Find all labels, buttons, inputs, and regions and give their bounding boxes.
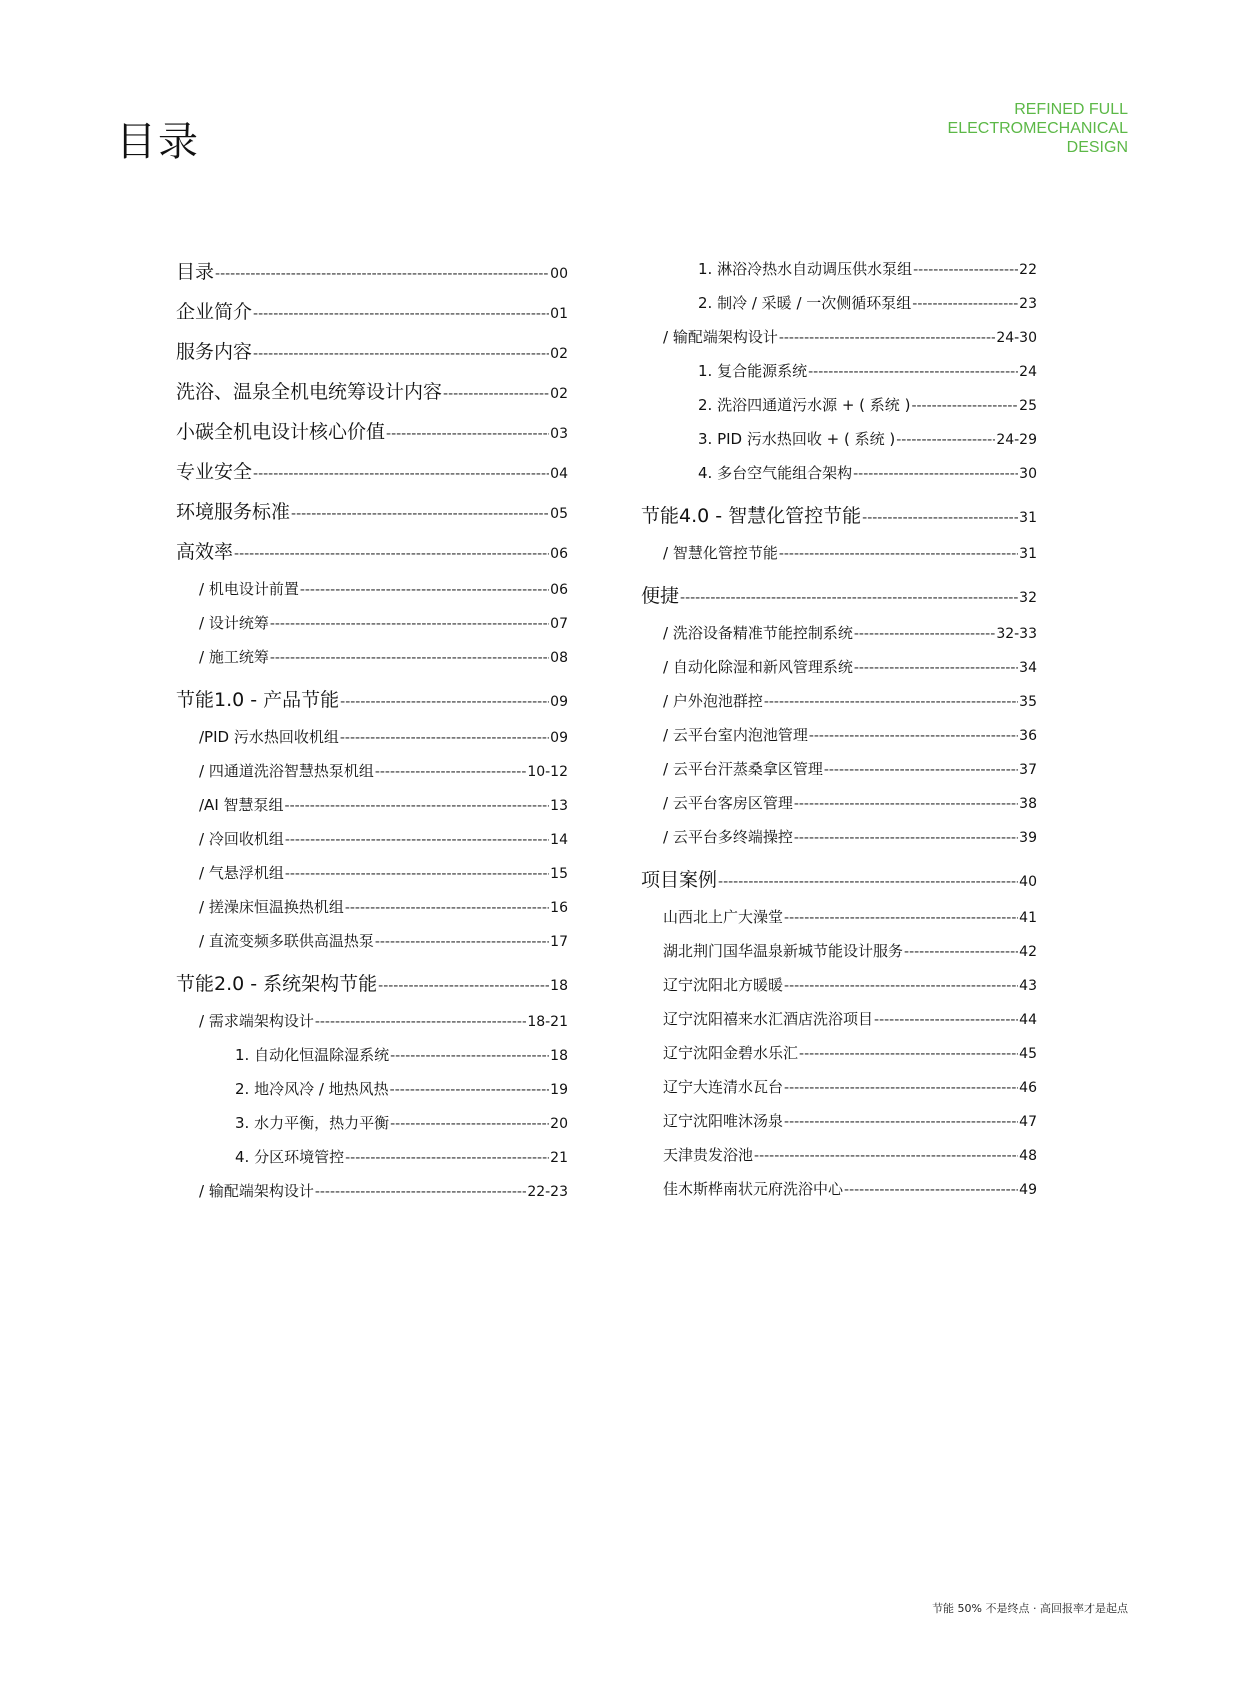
toc-entry-label: / 云平台室内泡池管理 xyxy=(663,726,808,744)
toc-entry-label: / 洗浴设备精准节能控制系统 xyxy=(663,624,853,642)
toc-entry[interactable] xyxy=(641,502,1037,542)
toc-entry-label: 2. 地冷风冷 / 地热风热 xyxy=(235,1080,389,1098)
toc-dot-leader xyxy=(390,1045,549,1067)
toc-entry-page: 05 xyxy=(550,506,568,522)
toc-entry-label: / 搓澡床恒温换热机组 xyxy=(199,898,344,916)
toc-entry[interactable] xyxy=(641,866,1037,906)
toc-entry[interactable] xyxy=(641,906,1037,940)
toc-entry-label: 环境服务标准 xyxy=(176,501,291,523)
toc-entry[interactable] xyxy=(641,1110,1037,1144)
toc-dot-leader xyxy=(680,584,1018,612)
toc-entry[interactable] xyxy=(641,656,1037,690)
toc-entry[interactable] xyxy=(641,292,1037,326)
toc-dot-leader xyxy=(270,613,549,635)
toc-dot-leader xyxy=(784,907,1018,929)
toc-entry-page: 44 xyxy=(1019,1012,1037,1028)
toc-dot-leader xyxy=(390,1079,550,1101)
toc-dot-leader xyxy=(809,725,1018,747)
toc-dot-leader xyxy=(913,259,1018,281)
toc-entry[interactable] xyxy=(176,794,568,828)
toc-dot-leader xyxy=(862,504,1018,532)
toc-entry-label: / 冷回收机组 xyxy=(199,830,284,848)
toc-dot-leader xyxy=(270,647,549,669)
toc-entry-page: 42 xyxy=(1019,944,1037,960)
toc-entry-label: / 云平台汗蒸桑拿区管理 xyxy=(663,760,823,778)
toc-entry[interactable] xyxy=(176,612,568,646)
toc-entry-page: 10-12 xyxy=(527,764,568,780)
toc-entry-label: / 云平台客房区管理 xyxy=(663,794,793,812)
toc-entry[interactable] xyxy=(176,338,568,378)
toc-entry[interactable] xyxy=(176,760,568,794)
toc-entry-label: 辽宁沈阳北方暖暖 xyxy=(663,976,784,994)
toc-dot-leader xyxy=(779,327,995,349)
toc-entry[interactable] xyxy=(176,896,568,930)
toc-right-column xyxy=(641,258,1037,1212)
toc-entry[interactable] xyxy=(176,1078,568,1112)
toc-entry-label: 3. 水力平衡，热力平衡 xyxy=(235,1114,390,1132)
toc-entry-page: 15 xyxy=(550,866,568,882)
toc-entry[interactable] xyxy=(176,418,568,458)
toc-entry-page: 00 xyxy=(550,266,568,282)
toc-entry-label: / 需求端架构设计 xyxy=(199,1012,314,1030)
toc-entry-page: 24-29 xyxy=(996,432,1037,448)
toc-dot-leader xyxy=(375,931,549,953)
toc-entry-label: 佳木斯桦南状元府洗浴中心 xyxy=(663,1180,844,1198)
toc-entry-page: 24-30 xyxy=(996,330,1037,346)
toc-entry-label: 1. 自动化恒温除湿系统 xyxy=(235,1046,390,1064)
toc-dot-leader xyxy=(854,657,1018,679)
toc-entry[interactable] xyxy=(641,428,1037,462)
toc-dot-leader xyxy=(718,868,1018,896)
toc-dot-leader xyxy=(234,540,549,568)
toc-entry-label: / 自动化除湿和新风管理系统 xyxy=(663,658,853,676)
tagline-line: DESIGN xyxy=(1066,139,1128,156)
toc-dot-leader xyxy=(784,1111,1018,1133)
toc-entry[interactable] xyxy=(641,1178,1037,1212)
toc-entry-page: 32-33 xyxy=(996,626,1037,642)
page-title: 目录 xyxy=(116,119,200,165)
toc-entry-label: / 输配端架构设计 xyxy=(663,328,778,346)
tagline xyxy=(848,100,1128,157)
toc-entry-page: 25 xyxy=(1019,398,1037,414)
toc-dot-leader xyxy=(799,1043,1018,1065)
toc-entry-page: 43 xyxy=(1019,978,1037,994)
toc-entry-label: 辽宁大连清水瓦台 xyxy=(663,1078,784,1096)
toc-entry-page: 22-23 xyxy=(527,1184,568,1200)
toc-entry-label: 节能1.0 - 产品节能 xyxy=(176,689,340,711)
toc-entry-page: 04 xyxy=(550,466,568,482)
toc-entry[interactable] xyxy=(176,298,568,338)
toc-entry-label: / 云平台多终端操控 xyxy=(663,828,793,846)
toc-left-column xyxy=(176,258,568,1214)
toc-dot-leader xyxy=(874,1009,1018,1031)
toc-entry[interactable] xyxy=(176,1146,568,1180)
toc-entry-page: 18 xyxy=(550,978,568,994)
toc-entry[interactable] xyxy=(641,542,1037,576)
toc-entry[interactable] xyxy=(641,1042,1037,1076)
toc-dot-leader xyxy=(754,1145,1018,1167)
toc-dot-leader xyxy=(291,500,549,528)
toc-dot-leader xyxy=(215,260,549,288)
toc-dot-leader xyxy=(253,340,549,368)
toc-entry[interactable] xyxy=(641,940,1037,974)
toc-entry-label: 1. 复合能源系统 xyxy=(698,362,808,380)
toc-entry-page: 14 xyxy=(550,832,568,848)
tagline-line: REFINED FULL xyxy=(1014,101,1128,118)
toc-entry[interactable] xyxy=(641,258,1037,292)
toc-entry-label: / 设计统筹 xyxy=(199,614,269,632)
toc-dot-leader xyxy=(345,897,549,919)
toc-entry[interactable] xyxy=(176,578,568,612)
toc-entry-label: / 户外泡池群控 xyxy=(663,692,763,710)
toc-entry-page: 49 xyxy=(1019,1182,1037,1198)
toc-dot-leader xyxy=(253,300,549,328)
toc-dot-leader xyxy=(904,941,1018,963)
toc-entry[interactable] xyxy=(176,862,568,896)
toc-entry-label: 服务内容 xyxy=(176,341,253,363)
toc-entry-label: 目录 xyxy=(176,261,215,283)
toc-dot-leader xyxy=(779,543,1018,565)
toc-dot-leader xyxy=(315,1011,526,1033)
toc-entry[interactable] xyxy=(641,394,1037,428)
toc-entry-label: / 气悬浮机组 xyxy=(199,864,284,882)
toc-entry-page: 38 xyxy=(1019,796,1037,812)
footer-slogan: 节能 50% 不是终点 · 高回报率才是起点 xyxy=(932,1602,1128,1615)
toc-dot-leader xyxy=(300,579,549,601)
toc-entry[interactable] xyxy=(176,498,568,538)
toc-entry-page: 19 xyxy=(550,1082,568,1098)
toc-dot-leader xyxy=(896,429,995,451)
toc-entry-page: 37 xyxy=(1019,762,1037,778)
toc-entry[interactable] xyxy=(641,360,1037,394)
toc-entry-label: 节能4.0 - 智慧化管控节能 xyxy=(641,505,862,527)
toc-dot-leader xyxy=(443,380,549,408)
toc-dot-leader xyxy=(853,463,1018,485)
toc-entry-page: 30 xyxy=(1019,466,1037,482)
toc-dot-leader xyxy=(912,293,1018,315)
toc-entry[interactable] xyxy=(176,970,568,1010)
toc-entry-page: 18 xyxy=(550,1048,568,1064)
toc-entry-page: 21 xyxy=(550,1150,568,1166)
toc-entry-page: 07 xyxy=(550,616,568,632)
toc-dot-leader xyxy=(390,1113,549,1135)
toc-entry-page: 16 xyxy=(550,900,568,916)
toc-entry-label: 小碳全机电设计核心价值 xyxy=(176,421,386,443)
toc-dot-leader xyxy=(824,759,1018,781)
toc-entry-label: 湖北荆门国华温泉新城节能设计服务 xyxy=(663,942,904,960)
toc-dot-leader xyxy=(854,623,995,645)
toc-entry-page: 02 xyxy=(550,386,568,402)
toc-entry-page: 34 xyxy=(1019,660,1037,676)
toc-entry-page: 23 xyxy=(1019,296,1037,312)
toc-dot-leader xyxy=(794,793,1018,815)
toc-entry[interactable] xyxy=(176,538,568,578)
toc-entry[interactable] xyxy=(176,258,568,298)
toc-entry-label: 2. 洗浴四通道污水源 + ( 系统 ) xyxy=(698,396,911,414)
toc-dot-leader xyxy=(315,1181,526,1203)
toc-entry-label: / 施工统筹 xyxy=(199,648,269,666)
toc-entry-label: 专业安全 xyxy=(176,461,253,483)
toc-entry-page: 39 xyxy=(1019,830,1037,846)
toc-entry-page: 45 xyxy=(1019,1046,1037,1062)
toc-entry[interactable] xyxy=(176,1112,568,1146)
toc-entry[interactable] xyxy=(641,326,1037,360)
toc-dot-leader xyxy=(911,395,1018,417)
toc-entry-label: 辽宁沈阳唯沐汤泉 xyxy=(663,1112,784,1130)
toc-entry[interactable] xyxy=(176,1044,568,1078)
toc-entry-label: 山西北上广大澡堂 xyxy=(663,908,784,926)
toc-entry-label: 项目案例 xyxy=(641,869,718,891)
toc-entry-label: / 智慧化管控节能 xyxy=(663,544,778,562)
toc-entry-page: 17 xyxy=(550,934,568,950)
toc-entry-label: 3. PID 污水热回收 + ( 系统 ) xyxy=(698,430,896,448)
toc-dot-leader xyxy=(285,829,549,851)
toc-entry[interactable] xyxy=(641,462,1037,496)
toc-entry-page: 13 xyxy=(550,798,568,814)
toc-entry-label: 便捷 xyxy=(641,585,680,607)
toc-entry-page: 35 xyxy=(1019,694,1037,710)
toc-entry-page: 01 xyxy=(550,306,568,322)
toc-entry-page: 22 xyxy=(1019,262,1037,278)
toc-entry[interactable] xyxy=(641,582,1037,622)
toc-entry[interactable] xyxy=(641,826,1037,860)
toc-entry-label: / 机电设计前置 xyxy=(199,580,299,598)
toc-entry[interactable] xyxy=(641,1144,1037,1178)
toc-entry-page: 09 xyxy=(550,730,568,746)
toc-entry-label: 洗浴、温泉全机电统筹设计内容 xyxy=(176,381,443,403)
toc-entry-label: 4. 多台空气能组合架构 xyxy=(698,464,853,482)
toc-dot-leader xyxy=(340,688,549,716)
toc-entry[interactable] xyxy=(176,686,568,726)
toc-entry-page: 03 xyxy=(550,426,568,442)
toc-entry-page: 18-21 xyxy=(527,1014,568,1030)
toc-dot-leader xyxy=(285,795,550,817)
toc-entry-label: 天津贵发浴池 xyxy=(663,1146,754,1164)
toc-entry[interactable] xyxy=(641,724,1037,758)
toc-entry-page: 06 xyxy=(550,582,568,598)
toc-entry-label: / 四通道洗浴智慧热泵机组 xyxy=(199,762,374,780)
toc-dot-leader xyxy=(285,863,549,885)
toc-entry[interactable] xyxy=(641,792,1037,826)
toc-dot-leader xyxy=(784,1077,1018,1099)
toc-dot-leader xyxy=(375,761,526,783)
toc-dot-leader xyxy=(345,1147,549,1169)
toc-entry[interactable] xyxy=(641,1076,1037,1110)
toc-entry-page: 08 xyxy=(550,650,568,666)
toc-entry[interactable] xyxy=(641,758,1037,792)
toc-entry-label: / 直流变频多联供高温热泵 xyxy=(199,932,374,950)
toc-dot-leader xyxy=(808,361,1018,383)
toc-entry-label: 1. 淋浴冷热水自动调压供水泵组 xyxy=(698,260,913,278)
toc-entry[interactable] xyxy=(641,690,1037,724)
toc-entry-page: 31 xyxy=(1019,546,1037,562)
toc-entry-label: 辽宁沈阳金碧水乐汇 xyxy=(663,1044,799,1062)
toc-dot-leader xyxy=(340,727,549,749)
toc-entry-page: 48 xyxy=(1019,1148,1037,1164)
toc-entry-page: 02 xyxy=(550,346,568,362)
toc-entry-page: 31 xyxy=(1019,510,1037,526)
toc-dot-leader xyxy=(378,972,549,1000)
toc-entry[interactable] xyxy=(176,458,568,498)
toc-entry-page: 09 xyxy=(550,694,568,710)
toc-entry-label: 辽宁沈阳禧来水汇酒店洗浴项目 xyxy=(663,1010,874,1028)
toc-entry-label: 企业简介 xyxy=(176,301,253,323)
toc-entry-label: /PID 污水热回收机组 xyxy=(199,728,339,746)
toc-entry[interactable] xyxy=(641,1008,1037,1042)
toc-dot-leader xyxy=(253,460,549,488)
toc-dot-leader xyxy=(764,691,1018,713)
toc-dot-leader xyxy=(386,420,549,448)
toc-entry[interactable] xyxy=(176,828,568,862)
toc-entry-page: 06 xyxy=(550,546,568,562)
toc-entry-label: 4. 分区环境管控 xyxy=(235,1148,345,1166)
toc-entry[interactable] xyxy=(176,726,568,760)
toc-entry[interactable] xyxy=(641,622,1037,656)
toc-dot-leader xyxy=(784,975,1018,997)
toc-entry-page: 40 xyxy=(1019,874,1037,890)
toc-entry-page: 24 xyxy=(1019,364,1037,380)
toc-entry-page: 36 xyxy=(1019,728,1037,744)
toc-dot-leader xyxy=(844,1179,1018,1201)
toc-entry-label: /AI 智慧泵组 xyxy=(199,796,284,814)
toc-entry-label: 2. 制冷 / 采暖 / 一次侧循环泵组 xyxy=(698,294,912,312)
toc-entry[interactable] xyxy=(176,1010,568,1044)
tagline-line: ELECTROMECHANICAL xyxy=(947,120,1128,137)
toc-entry-label: 高效率 xyxy=(176,541,234,563)
toc-entry-page: 41 xyxy=(1019,910,1037,926)
toc-entry[interactable] xyxy=(641,974,1037,1008)
toc-dot-leader xyxy=(794,827,1018,849)
toc-entry[interactable] xyxy=(176,930,568,964)
toc-entry-label: / 输配端架构设计 xyxy=(199,1182,314,1200)
toc-entry-page: 47 xyxy=(1019,1114,1037,1130)
toc-entry[interactable] xyxy=(176,1180,568,1214)
toc-entry-label: 节能2.0 - 系统架构节能 xyxy=(176,973,378,995)
toc-entry-page: 46 xyxy=(1019,1080,1037,1096)
toc-entry-page: 20 xyxy=(550,1116,568,1132)
toc-entry[interactable] xyxy=(176,378,568,418)
toc-entry[interactable] xyxy=(176,646,568,680)
toc-entry-page: 32 xyxy=(1019,590,1037,606)
